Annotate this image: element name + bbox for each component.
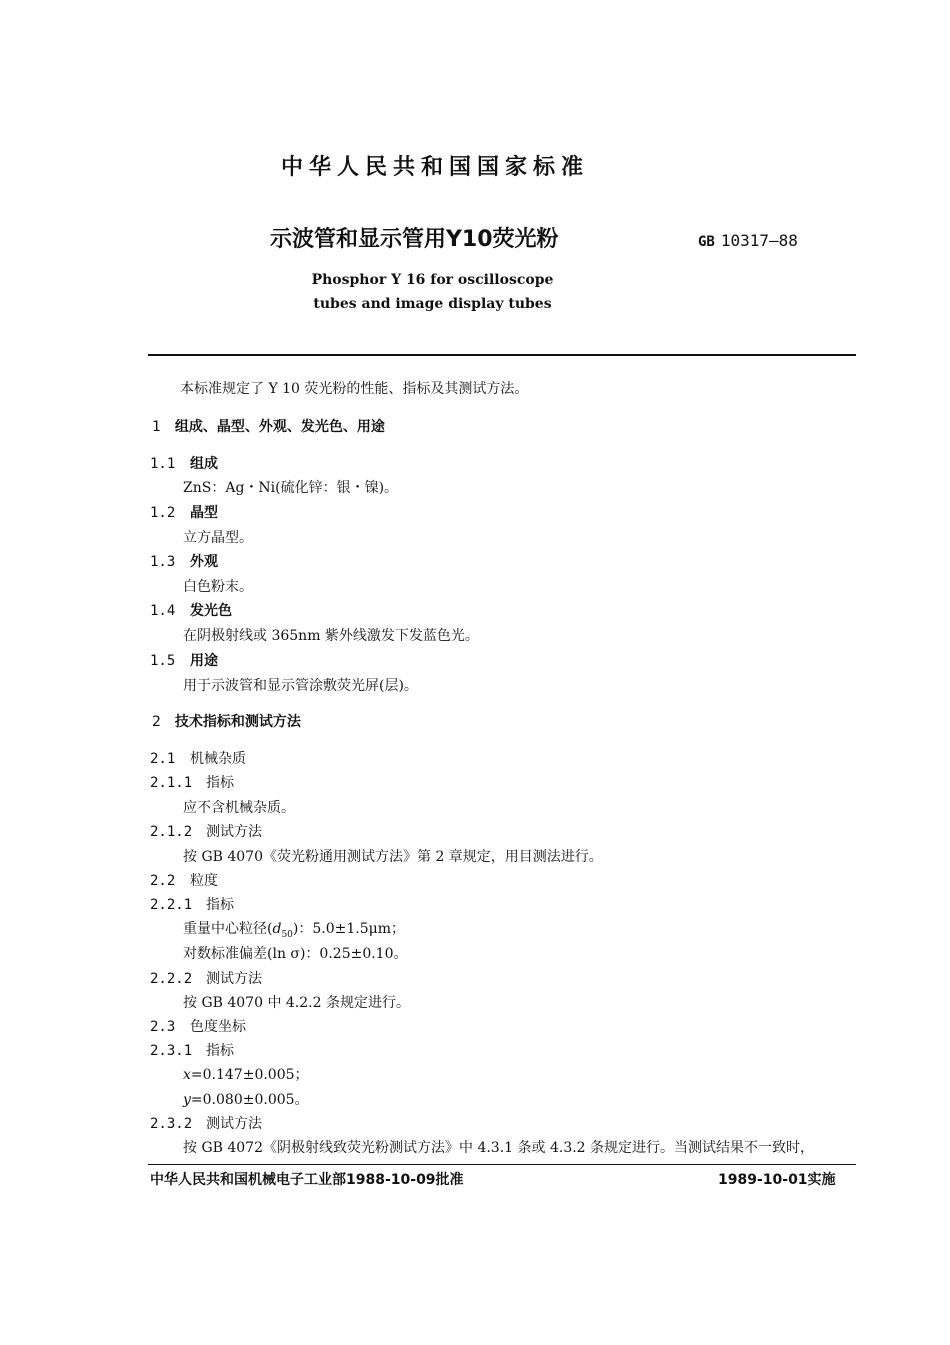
section-2-3-1-heading: 2.3.1 指标 [150,1043,234,1059]
section-2-1-heading: 2.1 机械杂质 [150,751,246,767]
section-2-heading: 2 技术指标和测试方法 [152,714,301,730]
section-1-5-heading: 1.5 用途 [150,653,218,669]
section-1-2-text: 立方晶型。 [183,530,253,546]
section-2-2-2-text: 按 GB 4070 中 4.2.2 条规定进行。 [183,995,410,1011]
section-1-4-text: 在阴极射线或 365nm 紫外线激发下发蓝色光。 [183,628,479,644]
standard-number [698,231,798,250]
page-title: 中华人民共和国国家标准 [280,155,589,180]
section-2-3-2-text: 按 GB 4072《阴极射线致荧光粉测试方法》中 4.3.1 条或 4.3.2 条规定进行。当测试结果不一致时， [183,1140,815,1156]
section-1-1-heading: 1.1 组成 [150,456,218,472]
section-1-1-text: ZnS：Ag・Ni(硫化锌：银・镍)。 [183,480,399,496]
section-2-1-1-text: 应不含机械杂质。 [183,800,295,816]
section-1-heading: 1 组成、晶型、外观、发光色、用途 [152,419,385,435]
section-2-2-heading: 2.2 粒度 [150,873,218,889]
section-1-3-heading: 1.3 外观 [150,554,218,570]
document-title: 示波管和显示管用Y10荧光粉 [270,227,559,252]
standard-prefix: GB [698,234,715,250]
header-divider [148,354,856,356]
implementation-date: 1989-10-01实施 [718,1172,836,1188]
particle-size-spec: 重量中心粒径$(d_{50})$：5.0±1.5μm； [183,921,405,940]
section-2-1-2-text: 按 GB 4070《荧光粉通用测试方法》第 2 章规定，用目测法进行。 [183,849,603,865]
english-title-line1: Phosphor Y 16 for oscilloscope [311,272,554,288]
x-coordinate-spec: x=0.147±0.005； [183,1067,309,1083]
footer-divider [148,1164,856,1165]
log-std-dev-spec: 对数标准偏差(ln σ)：0.25±0.10。 [183,946,408,962]
section-2-3-2-heading: 2.3.2 测试方法 [150,1116,262,1132]
y-coordinate-spec: y=0.080±0.005。 [183,1092,309,1108]
standard-code: 10317—88 [720,231,798,250]
section-2-1-2-heading: 2.1.2 测试方法 [150,824,262,840]
section-2-2-2-heading: 2.2.2 测试方法 [150,971,262,987]
section-1-5-text: 用于示波管和显示管涂敷荧光屏(层)。 [183,678,418,694]
section-2-1-1-heading: 2.1.1 指标 [150,775,234,791]
section-1-3-text: 白色粉末。 [183,579,253,595]
approval-line: 中华人民共和国机械电子工业部1988-10-09批准 [150,1172,464,1188]
intro-text: 本标准规定了 Y 10 荧光粉的性能、指标及其测试方法。 [180,381,529,397]
section-1-2-heading: 1.2 晶型 [150,505,218,521]
section-2-2-1-heading: 2.2.1 指标 [150,897,234,913]
section-2-3-heading: 2.3 色度坐标 [150,1019,246,1035]
english-title-line2: tubes and image display tubes [313,296,552,312]
section-1-4-heading: 1.4 发光色 [150,603,232,619]
